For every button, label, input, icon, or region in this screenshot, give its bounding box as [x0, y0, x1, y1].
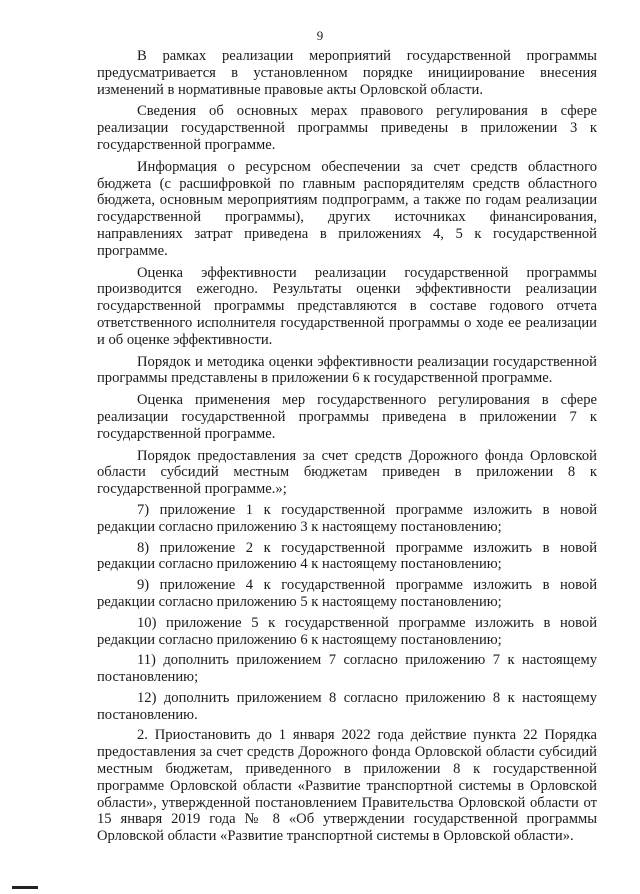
list-item-10: 10) приложение 5 к государственной программе изложить в новой редакции согласно приложению 6 к настоящему постановлению;	[97, 614, 597, 648]
list-item-7: 7) приложение 1 к государственной программе изложить в новой редакции согласно приложению 3 к настоящему постановлению;	[97, 501, 597, 535]
paragraph-regulation-assessment: Оценка применения мер государственного регулирования в сфере реализации государственной программы приведена в приложении 7 к государственной программе.	[97, 392, 597, 442]
document-body	[97, 48, 597, 845]
page-number: 9	[316, 28, 324, 43]
paragraph-assessment-method: Порядок и методика оценки эффективности реализации государственной программы представлены в приложении 6 к государственной программе.	[97, 353, 597, 387]
paragraph-suspension-clause: 2. Приостановить до 1 января 2022 года действие пункта 22 Порядка предоставления за счет средств Дорожного фонда Орловской области субсидий местным бюджетам, приведенного в приложении 8 к государственной программе Орловской области «Развитие транспортной системы в Орловской области», утвержденной постановлением Правительства Орловской области от 15 января 2019 года № 8 «Об утверждении государственной программы Орловской области «Развитие транспортной системы в Орловской области».	[97, 727, 597, 845]
paragraph-programme-measures: В рамках реализации мероприятий государственной программы предусматривается в установленном порядке инициирование внесения изменений в нормативные правовые акты Орловской области.	[97, 48, 597, 98]
list-item-9: 9) приложение 4 к государственной программе изложить в новой редакции согласно приложению 5 к настоящему постановлению;	[97, 577, 597, 610]
paragraph-efficiency-assessment: Оценка эффективности реализации государственной программы производится ежегодно. Результаты оценки эффективности реализации государственной программы представляются в составе годового отчета ответственного исполнителя государственной программы о ходе ее реализации и об оценке эффективности.	[97, 264, 597, 348]
list-item-11: 11) дополнить приложением 7 согласно приложению 7 к настоящему постановлению;	[97, 652, 597, 686]
scan-edge-mark	[12, 886, 38, 889]
paragraph-road-fund-subsidies: Порядок предоставления за счет средств Дорожного фонда Орловской области субсидий местным бюджетам приведен в приложении 8 к государственной программе.»;	[97, 447, 597, 498]
paragraph-resource-support: Информация о ресурсном обеспечении за счет средств областного бюджета (с расшифровкой по главным распорядителям средств областного бюджета, основным мероприятиям подпрограмм, а также по годам реализации государственной программы), других источниках финансирования, направлениях затрат приведена в приложениях 4, 5 к государственной программе.	[97, 158, 597, 259]
paragraph-legal-regulation: Сведения об основных мерах правового регулирования в сфере реализации государственной программы приведены в приложении 3 к государственной программе.	[97, 103, 597, 153]
list-item-12: 12) дополнить приложением 8 согласно приложению 8 к настоящему постановлению.	[97, 689, 597, 723]
list-item-8: 8) приложение 2 к государственной программе изложить в новой редакции согласно приложению 4 к настоящему постановлению;	[97, 539, 597, 573]
